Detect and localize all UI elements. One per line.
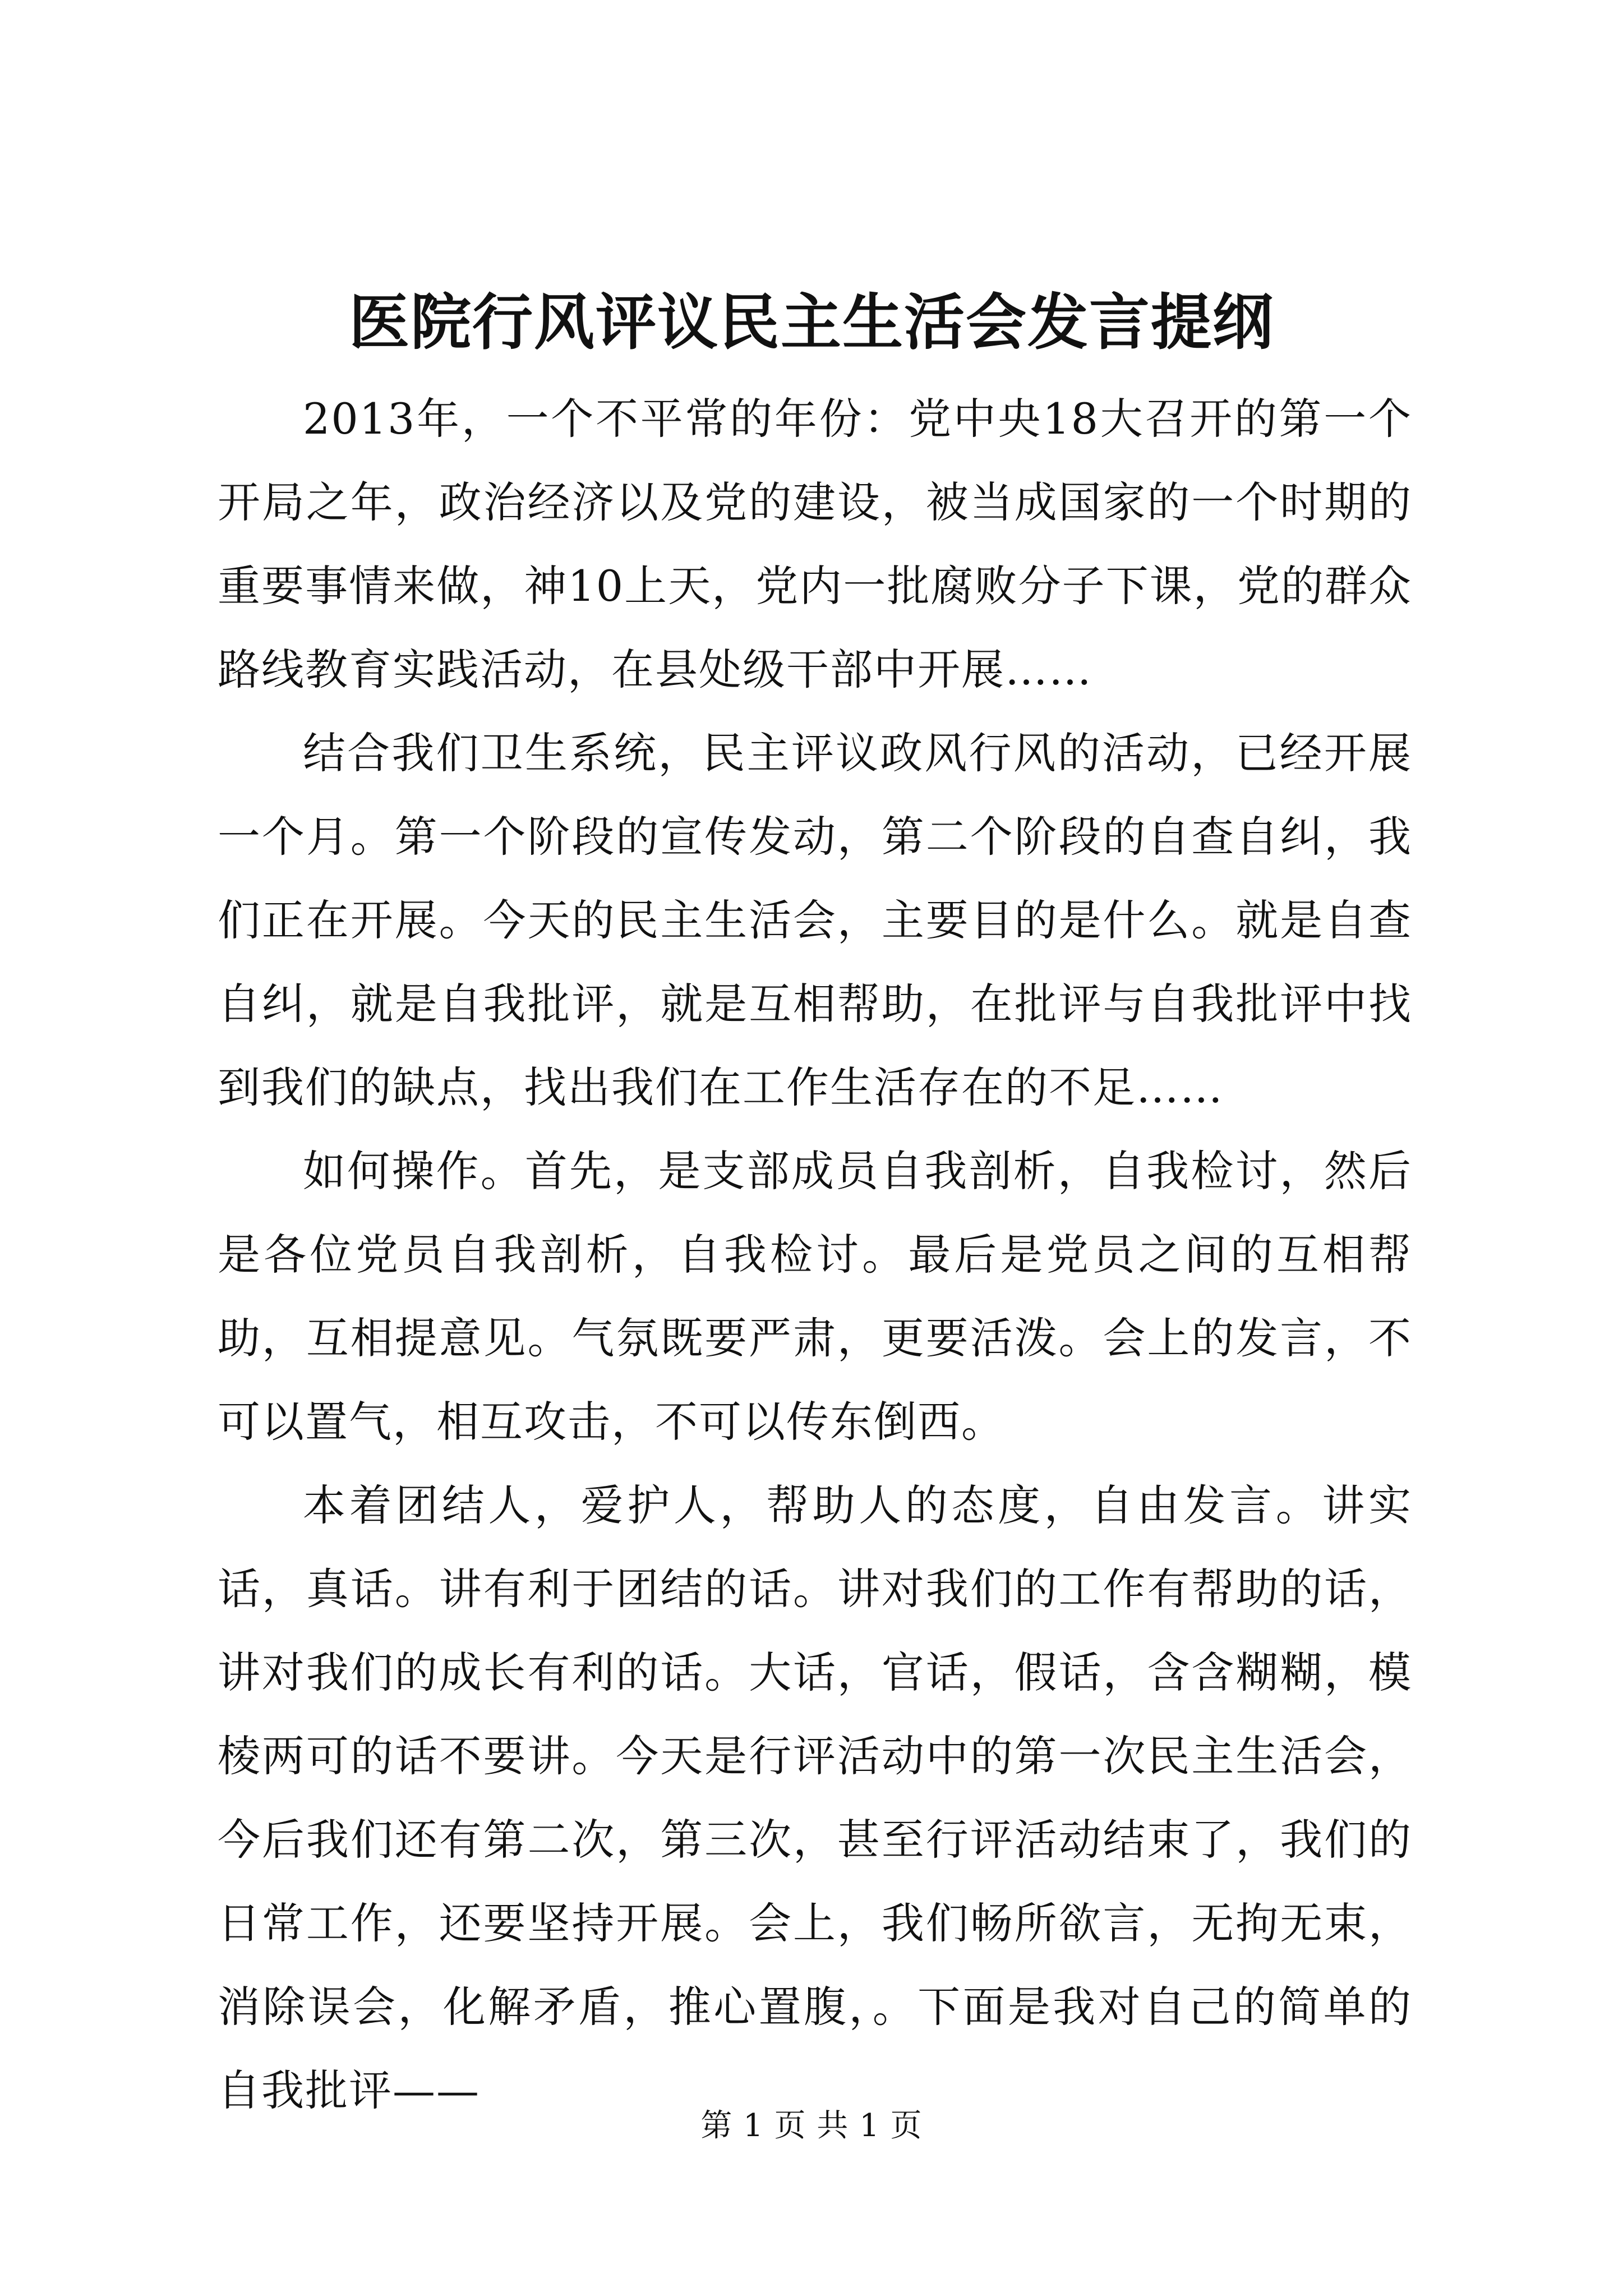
paragraph-1: 2013年，一个不平常的年份：党中央18大召开的第一个开局之年，政治经济以及党的建设，被当成国家的一个时期的重要事情来做，神10上天，党内一批腐败分子下课，党的群众路线教育实践活动，在县处级干部中开展…… <box>218 394 1412 694</box>
page-footer: 第 1 页 共 1 页 <box>700 2108 923 2144</box>
document-body <box>218 377 1412 2132</box>
paragraph-3: 如何操作。首先，是支部成员自我剖析，自我检讨，然后是各位党员自我剖析，自我检讨。最后是党员之间的互相帮助，互相提意见。气氛既要严肃，更要活泼。会上的发言，不可以置气，相互攻击，不可以传东倒西。 <box>218 1146 1412 1447</box>
document-title: 医院行风评议民主生活会发言提纲 <box>348 287 1274 358</box>
paragraph-2: 结合我们卫生系统，民主评议政风行风的活动，已经开展一个月。第一个阶段的宣传发动，第二个阶段的自查自纠，我们正在开展。今天的民主生活会，主要目的是什么。就是自查自纠，就是自我批评，就是互相帮助，在批评与自我批评中找到我们的缺点，找出我们在工作生活存在的不足…… <box>218 728 1412 1112</box>
paragraph-4: 本着团结人，爱护人，帮助人的态度，自由发言。讲实话，真话。讲有利于团结的话。讲对我们的工作有帮助的话，讲对我们的成长有利的话。大话，官话，假话，含含糊糊，模棱两可的话不要讲。今天是行评活动中的第一次民主生活会，今后我们还有第二次，第三次，甚至行评活动结束了，我们的日常工作，还要坚持开展。会上，我们畅所欲言，无拘无束，消除误会，化解矛盾，推心置腹，。下面是我对自己的简单的自我批评—— <box>218 1480 1412 2115</box>
